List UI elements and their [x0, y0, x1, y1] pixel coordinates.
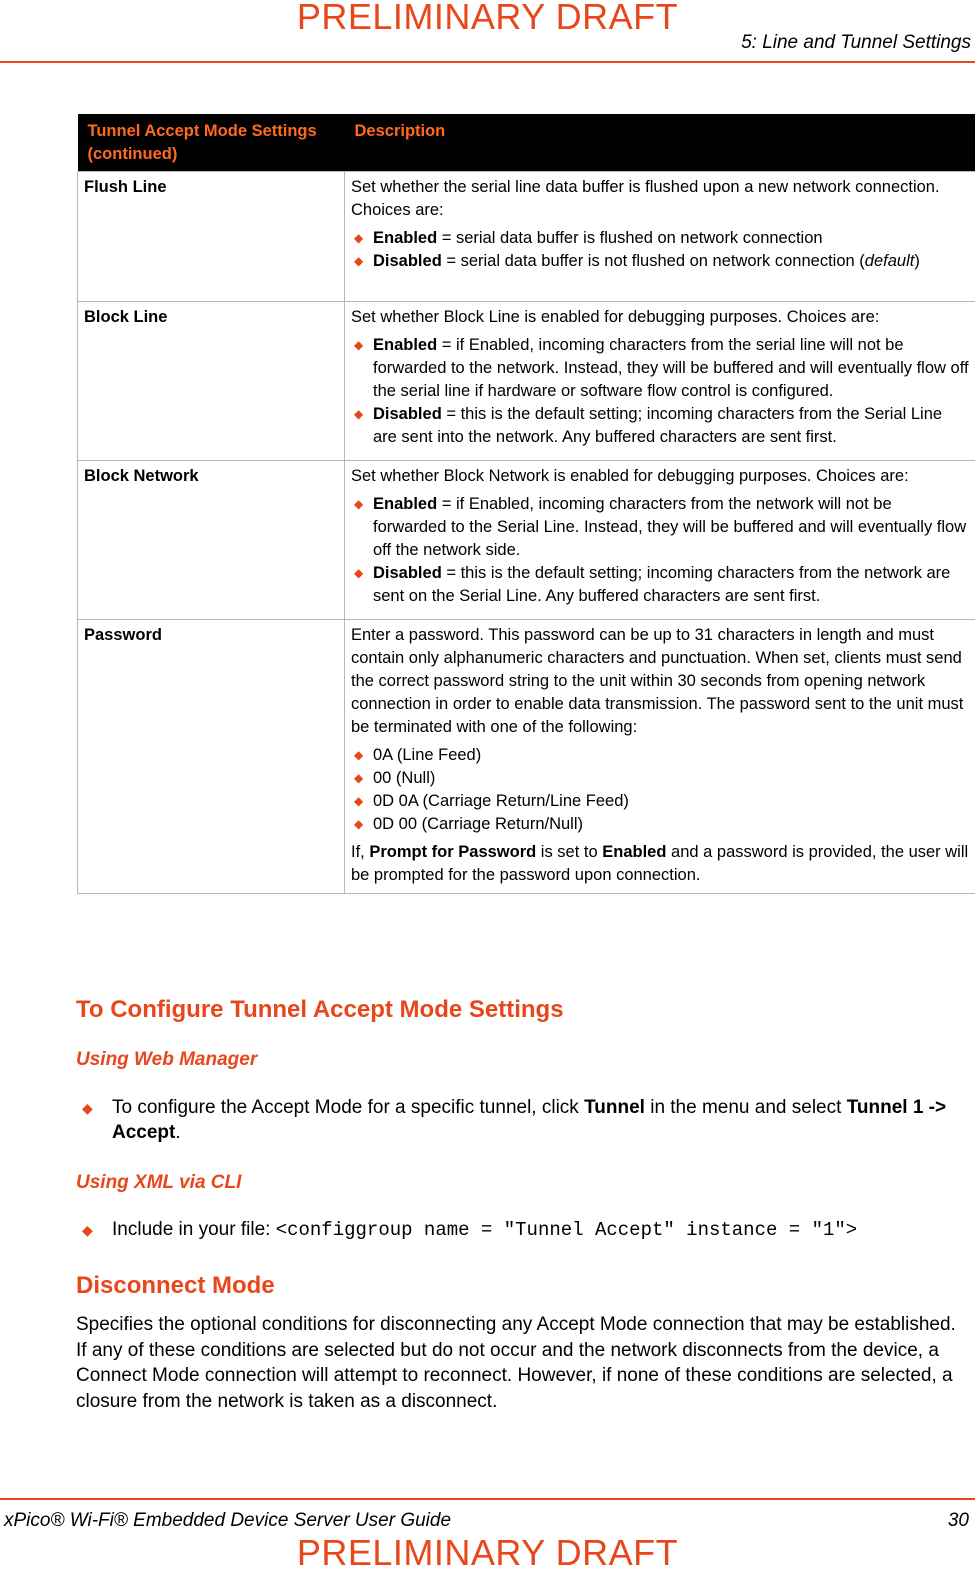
enabled-value: Enabled	[602, 843, 667, 861]
watermark-top: PRELIMINARY DRAFT	[296, 0, 679, 37]
footer-rule	[0, 1498, 975, 1500]
choice-text: = if Enabled, incoming characters from the network will not be forwarded to the Serial Line. Instead, they will be buffered and will eventually flow off the network side.	[373, 495, 967, 559]
diamond-bullet-icon: ◆	[82, 1222, 93, 1238]
instruction-text: To configure the Accept Mode for a specific tunnel, click	[112, 1097, 585, 1118]
table-row	[78, 302, 975, 461]
table-header-row	[78, 114, 975, 172]
diamond-bullet-icon: ◆	[354, 748, 364, 762]
table-row	[78, 461, 975, 620]
setting-name: Password	[78, 620, 345, 894]
web-manager-heading: Using Web Manager	[76, 1049, 258, 1070]
list-item	[351, 562, 969, 608]
list-item	[351, 334, 969, 403]
setting-description	[345, 620, 975, 894]
instruction-text: Include in your file:	[112, 1219, 276, 1240]
choice-text: = serial data buffer is flushed on network connection	[437, 229, 823, 247]
choice-text: = if Enabled, incoming characters from the serial line will not be forwarded to the network. Instead, they will be buffered and will eventually flow off the serial line if hardware or software flow control is configured.	[373, 336, 969, 400]
diamond-bullet-icon: ◆	[354, 407, 364, 421]
choice-name: Enabled	[373, 495, 438, 513]
setting-description	[345, 461, 975, 620]
web-manager-step	[76, 1095, 966, 1145]
watermark-bottom: PRELIMINARY DRAFT	[296, 1532, 679, 1573]
xml-cli-heading: Using XML via CLI	[76, 1172, 242, 1193]
diamond-bullet-icon: ◆	[82, 1100, 93, 1116]
prompt-setting-name: Prompt for Password	[369, 843, 537, 861]
list-item	[351, 790, 969, 813]
terminator-list	[351, 744, 969, 836]
choice-text-tail: )	[914, 252, 920, 270]
choice-text: = serial data buffer is not flushed on network connection (	[441, 252, 865, 270]
description-intro: Set whether Block Network is enabled for debugging purposes. Choices are:	[351, 467, 909, 485]
diamond-bullet-icon: ◆	[354, 794, 364, 808]
setting-name: Block Network	[78, 461, 345, 620]
list-item	[351, 250, 969, 273]
terminator-text: 0A (Line Feed)	[373, 746, 482, 764]
xml-code-snippet: <configgroup name = "Tunnel Accept" instance = "1">	[275, 1219, 858, 1241]
menu-path: Tunnel 1 -> Accept	[112, 1097, 947, 1143]
setting-description	[345, 302, 975, 461]
choice-name: Enabled	[373, 229, 438, 247]
outro-text: is set to	[536, 843, 603, 861]
column-header-description: Description	[345, 114, 975, 172]
list-item	[351, 744, 969, 767]
header-rule	[0, 61, 975, 63]
description-intro: Enter a password. This password can be up to 31 characters in length and must contain only alphanumeric characters and punctuation. When set, clients must send the correct password string to the unit within 30 seconds from opening network connection in order to enable data transmission. The password sent to the unit must be terminated with one of the following:	[351, 626, 964, 736]
outro-text: and a password is provided, the user will be prompted for the password upon connection.	[351, 843, 969, 884]
setting-name: Flush Line	[78, 172, 345, 302]
setting-description	[345, 172, 975, 302]
diamond-bullet-icon: ◆	[354, 497, 364, 511]
column-header-setting: Tunnel Accept Mode Settings (continued)	[78, 114, 345, 172]
choice-text: = this is the default setting; incoming characters from the network are sent on the Serial Line. Any buffered characters are sent first.	[373, 564, 951, 605]
footer-doc-title: xPico® Wi-Fi® Embedded Device Server User Guide	[4, 1510, 452, 1531]
instruction-text: in the menu and select	[644, 1097, 847, 1118]
configure-section-title: To Configure Tunnel Accept Mode Settings	[76, 996, 564, 1023]
choice-list	[351, 334, 969, 449]
choice-name: Disabled	[373, 252, 442, 270]
xml-cli-instruction	[112, 1217, 966, 1243]
choice-list	[351, 227, 969, 273]
choice-list	[351, 493, 969, 608]
outro-text: If,	[351, 843, 370, 861]
terminator-text: 0D 0A (Carriage Return/Line Feed)	[373, 792, 629, 810]
diamond-bullet-icon: ◆	[354, 771, 364, 785]
page-number: 30	[947, 1510, 969, 1531]
diamond-bullet-icon: ◆	[354, 254, 364, 268]
choice-name: Enabled	[373, 336, 438, 354]
description-outro	[351, 841, 969, 887]
disconnect-section-title: Disconnect Mode	[76, 1272, 275, 1299]
menu-item-tunnel: Tunnel	[584, 1097, 645, 1118]
choice-name: Disabled	[373, 564, 442, 582]
table-row	[78, 172, 975, 302]
web-manager-instruction	[112, 1095, 966, 1145]
diamond-bullet-icon: ◆	[354, 817, 364, 831]
diamond-bullet-icon: ◆	[354, 231, 364, 245]
instruction-text: .	[175, 1122, 181, 1143]
setting-name: Block Line	[78, 302, 345, 461]
list-item	[351, 813, 969, 836]
description-intro: Set whether the serial line data buffer is flushed upon a new network connection. Choices are:	[351, 178, 940, 219]
list-item	[351, 493, 969, 562]
choice-text: = this is the default setting; incoming characters from the Serial Line are sent into the network. Any buffered characters are sent first.	[373, 405, 943, 446]
default-label: default	[864, 252, 915, 270]
list-item	[351, 403, 969, 449]
diamond-bullet-icon: ◆	[354, 338, 364, 352]
table-row	[78, 620, 975, 894]
settings-table	[77, 114, 975, 894]
list-item	[351, 767, 969, 790]
chapter-title: 5: Line and Tunnel Settings	[741, 32, 971, 53]
terminator-text: 00 (Null)	[373, 769, 436, 787]
choice-name: Disabled	[373, 405, 442, 423]
disconnect-paragraph: Specifies the optional conditions for disconnecting any Accept Mode connection that may be established. If any of these conditions are selected but do not occur and the network disconnects from the device, a Connect Mode connection will attempt to reconnect. However, if none of these conditions are selected, a closure from the network is taken as a disconnect.	[76, 1314, 956, 1412]
list-item	[351, 227, 969, 250]
description-intro: Set whether Block Line is enabled for debugging purposes. Choices are:	[351, 308, 880, 326]
terminator-text: 0D 00 (Carriage Return/Null)	[373, 815, 583, 833]
diamond-bullet-icon: ◆	[354, 566, 364, 580]
xml-cli-step	[76, 1217, 966, 1243]
